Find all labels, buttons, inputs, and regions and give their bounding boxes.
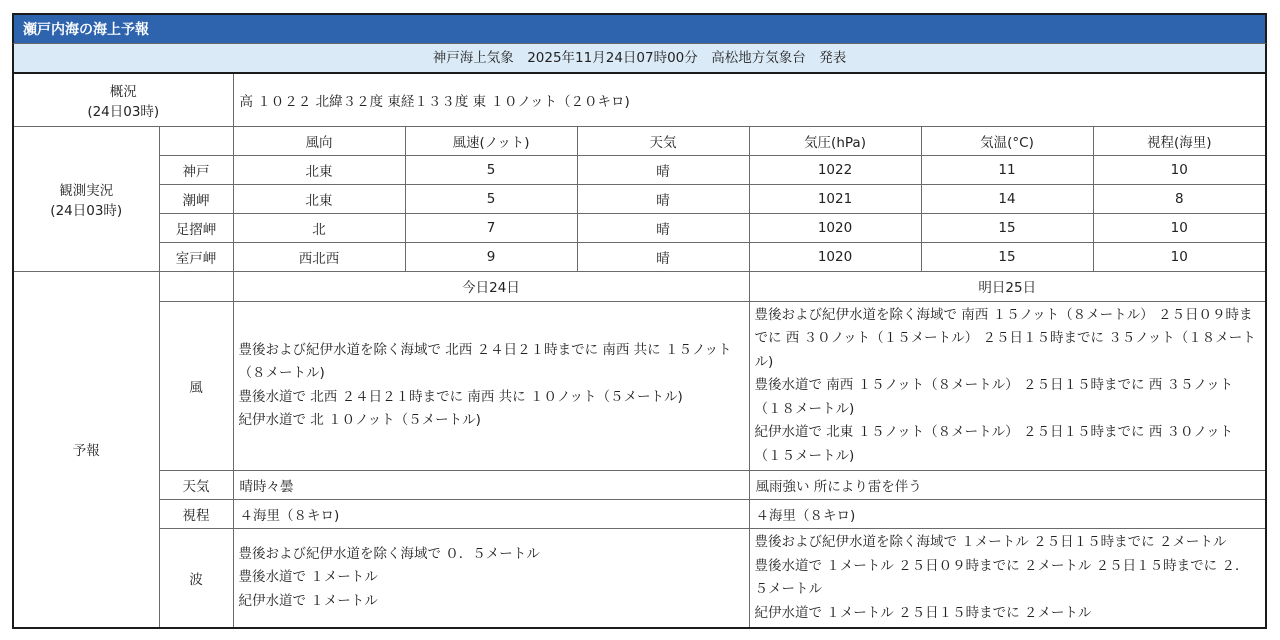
- visibility: 10: [1093, 155, 1266, 184]
- visibility-label: 視程: [159, 500, 233, 529]
- wind-speed: 5: [405, 155, 577, 184]
- wind-direction: 北: [233, 213, 405, 242]
- summary-label: [13, 73, 233, 126]
- header-visibility: 視程(海里): [1093, 126, 1266, 155]
- summary-label-time: (24日03時): [87, 103, 160, 120]
- table-row: [13, 184, 1266, 213]
- weather: 晴: [577, 155, 749, 184]
- waves-today-line: 豊後水道で １メートル: [238, 569, 378, 586]
- observation-label: [13, 126, 159, 271]
- weather-label: 天気: [159, 471, 233, 500]
- observation-label-time: (24日03時): [50, 202, 123, 219]
- header-tomorrow: 明日25日: [749, 271, 1266, 301]
- wind-speed: 5: [405, 184, 577, 213]
- observation-header-row: [13, 126, 1266, 155]
- wind-direction: 西北西: [233, 242, 405, 271]
- wind-tomorrow-line: 豊後水道で 南西 １５ノット（８メートル） ２５日１５時までに 西 ３５ノット（１８メートル): [754, 377, 1234, 417]
- forecast-visibility-row: [13, 500, 1266, 529]
- table-row: [13, 213, 1266, 242]
- waves-label: 波: [159, 529, 233, 629]
- weather: 晴: [577, 213, 749, 242]
- table-row: [13, 242, 1266, 271]
- waves-today-line: 紀伊水道で １メートル: [238, 592, 378, 609]
- forecast-table: [12, 72, 1267, 629]
- pressure: 1020: [749, 242, 921, 271]
- temperature: 11: [921, 155, 1093, 184]
- forecast-header-blank: [159, 271, 233, 301]
- issuance-info: 神戸海上気象 2025年11月24日07時00分 高松地方気象台 発表: [12, 43, 1267, 72]
- forecast-header-row: [13, 271, 1266, 301]
- header-wind-direction: 風向: [233, 126, 405, 155]
- wind-tomorrow-line: 豊後および紀伊水道を除く海域で 南西 １５ノット（８メートル） ２５日０９時までに 西 ３０ノット（１５メートル） ２５日１５時までに ３５ノット（１８メートル): [754, 306, 1256, 370]
- forecast-waves-row: [13, 529, 1266, 629]
- pressure: 1022: [749, 155, 921, 184]
- wind-label: 風: [159, 301, 233, 471]
- wind-speed: 7: [405, 213, 577, 242]
- weather-today: 晴時々曇: [233, 471, 749, 500]
- waves-tomorrow-line: 紀伊水道で １メートル ２５日１５時までに ２メートル: [754, 604, 1092, 621]
- weather: 晴: [577, 242, 749, 271]
- temperature: 14: [921, 184, 1093, 213]
- wind-direction: 北東: [233, 184, 405, 213]
- marine-forecast-panel: [12, 13, 1267, 629]
- observation-label-title: 観測実況: [59, 182, 114, 199]
- forecast-label: 予報: [13, 271, 159, 628]
- summary-label-title: 概況: [109, 83, 137, 100]
- page-title: 瀬戸内海の海上予報: [12, 13, 1267, 43]
- visibility-today: ４海里（８キロ): [233, 500, 749, 529]
- waves-today: [233, 529, 749, 629]
- wind-direction: 北東: [233, 155, 405, 184]
- wind-tomorrow-line: 紀伊水道で 北東 １５ノット（８メートル） ２５日１５時までに 西 ３０ノット（１５メートル): [754, 424, 1234, 464]
- wind-today-line: 豊後水道で 北西 ２４日２１時までに 南西 共に １０ノット（５メートル): [238, 388, 683, 405]
- header-wind-speed: 風速(ノット): [405, 126, 577, 155]
- weather-tomorrow: 風雨強い 所により雷を伴う: [749, 471, 1266, 500]
- waves-tomorrow-line: 豊後および紀伊水道を除く海域で １メートル ２５日１５時までに ２メートル: [754, 534, 1227, 550]
- header-pressure: 気圧(hPa): [749, 126, 921, 155]
- observation-header-blank: [159, 126, 233, 155]
- wind-today-line: 紀伊水道で 北 １０ノット（５メートル): [238, 412, 481, 429]
- header-temperature: 気温(°C): [921, 126, 1093, 155]
- summary-text: 高 １０２２ 北緯３２度 東経１３３度 東 １０ノット（２０キロ): [233, 73, 1266, 126]
- wind-today-line: 豊後および紀伊水道を除く海域で 北西 ２４日２１時までに 南西 共に １５ノット（８メートル): [238, 341, 732, 382]
- table-row: [13, 155, 1266, 184]
- summary-row: [13, 73, 1266, 126]
- weather: 晴: [577, 184, 749, 213]
- station-name: 室戸岬: [159, 242, 233, 271]
- station-name: 神戸: [159, 155, 233, 184]
- header-weather: 天気: [577, 126, 749, 155]
- temperature: 15: [921, 213, 1093, 242]
- wind-tomorrow: [749, 301, 1266, 471]
- visibility-tomorrow: ４海里（８キロ): [749, 500, 1266, 529]
- forecast-weather-row: [13, 471, 1266, 500]
- visibility: 10: [1093, 213, 1266, 242]
- pressure: 1020: [749, 213, 921, 242]
- waves-tomorrow: [749, 529, 1266, 629]
- waves-today-line: 豊後および紀伊水道を除く海域で ０．５メートル: [238, 545, 540, 562]
- visibility: 10: [1093, 242, 1266, 271]
- station-name: 足摺岬: [159, 213, 233, 242]
- visibility: 8: [1093, 184, 1266, 213]
- wind-speed: 9: [405, 242, 577, 271]
- temperature: 15: [921, 242, 1093, 271]
- station-name: 潮岬: [159, 184, 233, 213]
- wind-today: [233, 301, 749, 471]
- forecast-wind-row: [13, 301, 1266, 471]
- waves-tomorrow-line: 豊後水道で １メートル ２５日０９時までに ２メートル ２５日１５時までに ２．５メートル: [754, 557, 1249, 597]
- pressure: 1021: [749, 184, 921, 213]
- header-today: 今日24日: [233, 271, 749, 301]
